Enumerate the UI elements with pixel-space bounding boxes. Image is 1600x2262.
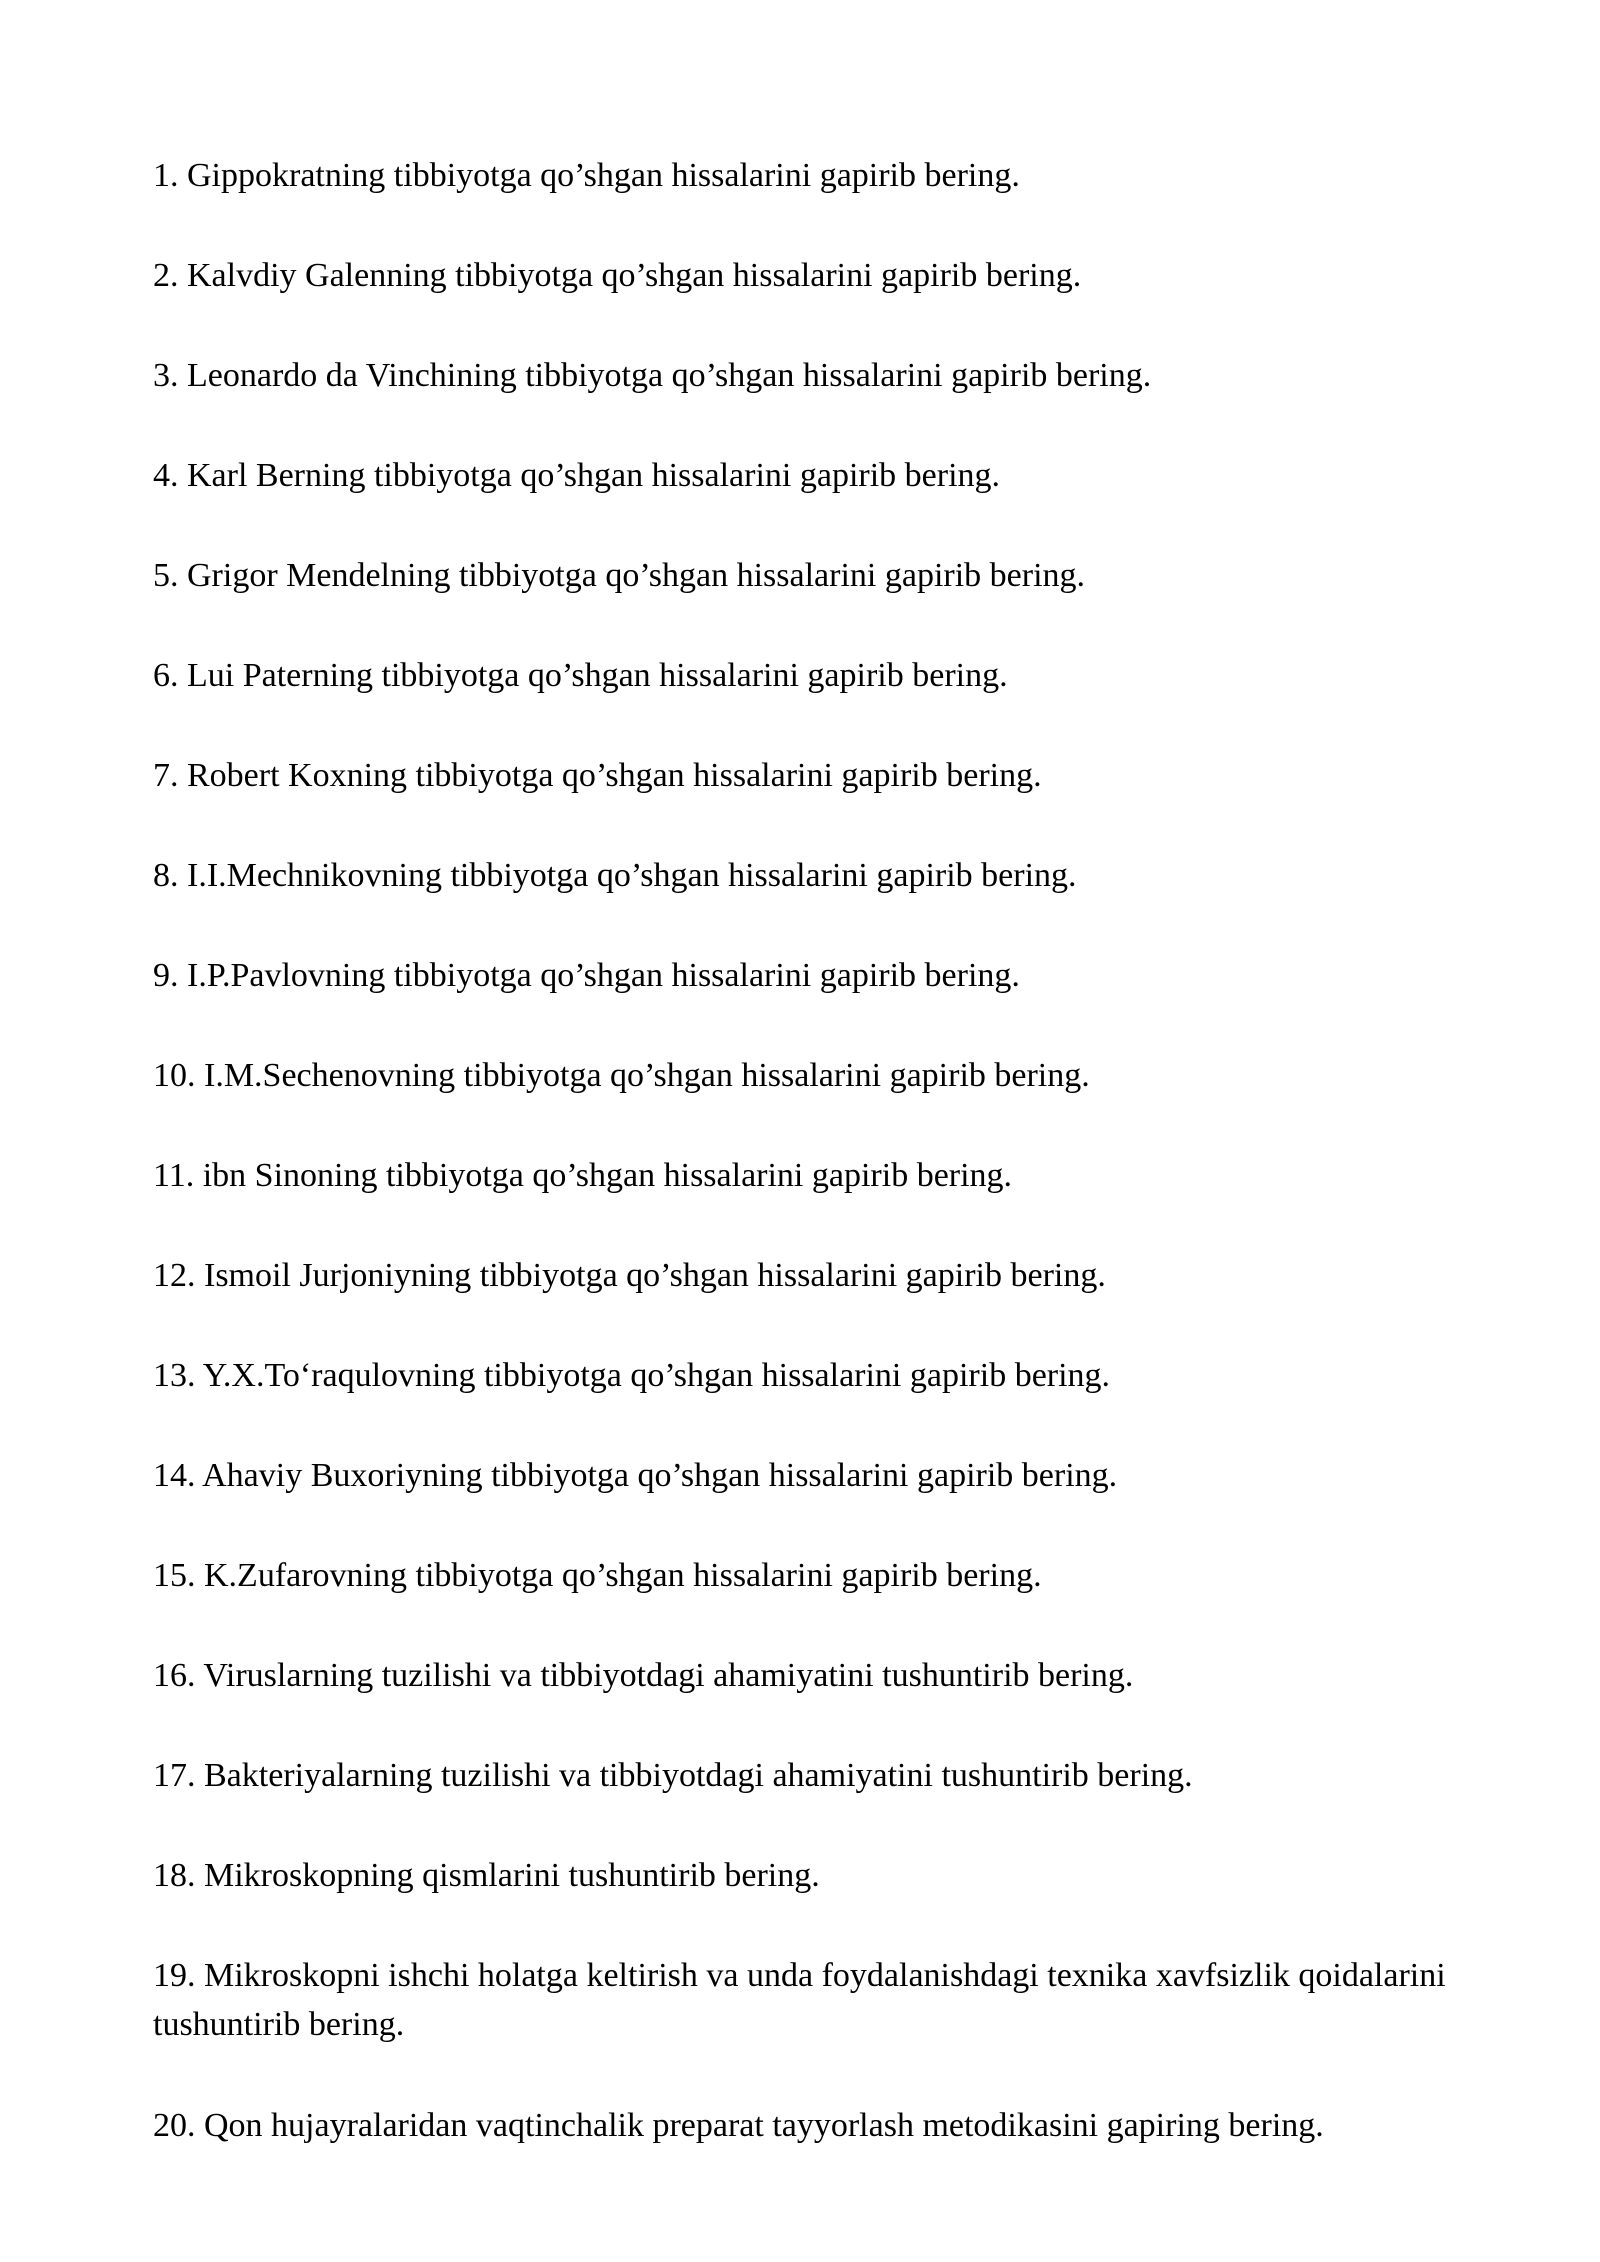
question-12: 12. Ismoil Jurjoniyning tibbiyotga qo’shgan hissalarini gapirib bering. — [153, 1257, 1106, 1294]
question-14: 14. Ahaviy Buxoriyning tibbiyotga qo’shgan hissalarini gapirib bering. — [153, 1457, 1118, 1494]
question-13: 13. Y.X.To‘raqulovning tibbiyotga qo’shgan hissalarini gapirib bering. — [153, 1357, 1111, 1394]
question-10: 10. I.M.Sechenovning tibbiyotga qo’shgan hissalarini gapirib bering. — [153, 1057, 1090, 1094]
question-6: 6. Lui Paterning tibbiyotga qo’shgan hissalarini gapirib bering. — [153, 657, 1008, 694]
question-20: 20. Qon hujayralaridan vaqtinchalik preparat tayyorlash metodikasini gapiring bering. — [153, 2107, 1324, 2144]
question-15: 15. K.Zufarovning tibbiyotga qo’shgan hissalarini gapirib bering. — [153, 1557, 1042, 1594]
question-4: 4. Karl Berning tibbiyotga qo’shgan hissalarini gapirib bering. — [153, 457, 1001, 494]
question-8: 8. I.I.Mechnikovning tibbiyotga qo’shgan hissalarini gapirib bering. — [153, 857, 1077, 894]
question-3: 3. Leonardo da Vinchining tibbiyotga qo’shgan hissalarini gapirib bering. — [153, 357, 1152, 394]
question-7: 7. Robert Koxning tibbiyotga qo’shgan hissalarini gapirib bering. — [153, 757, 1042, 794]
question-11: 11. ibn Sinoning tibbiyotga qo’shgan hissalarini gapirib bering. — [153, 1157, 1013, 1194]
question-2: 2. Kalvdiy Galenning tibbiyotga qo’shgan hissalarini gapirib bering. — [153, 257, 1082, 294]
question-17: 17. Bakteriyalarning tuzilishi va tibbiyotdagi ahamiyatini tushuntirib bering. — [153, 1757, 1193, 1794]
question-18: 18. Mikroskopning qismlarini tushuntirib bering. — [153, 1857, 820, 1894]
question-9: 9. I.P.Pavlovning tibbiyotga qo’shgan hissalarini gapirib bering. — [153, 957, 1020, 994]
question-5: 5. Grigor Mendelning tibbiyotga qo’shgan hissalarini gapirib bering. — [153, 557, 1086, 594]
question-16: 16. Viruslarning tuzilishi va tibbiyotdagi ahamiyatini tushuntirib bering. — [153, 1657, 1134, 1694]
question-1: 1. Gippokratning tibbiyotga qo’shgan hissalarini gapirib bering. — [153, 157, 1020, 194]
question-19: 19. Mikroskopni ishchi holatga keltirish va unda foydalanishdagi texnika xavfsizlik qoidalarini tushuntirib bering. — [153, 1957, 1446, 2043]
